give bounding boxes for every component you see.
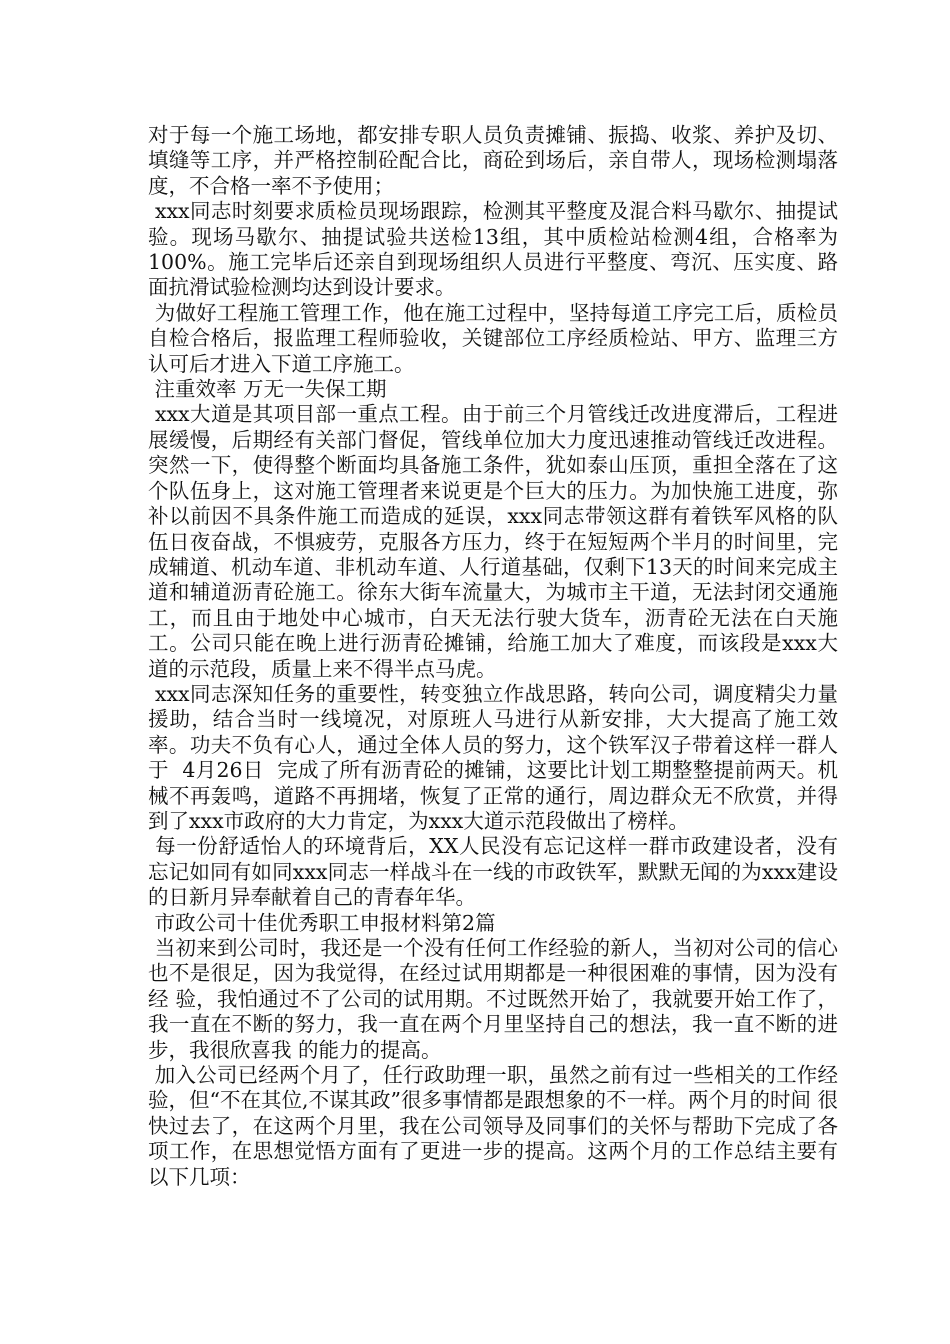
paragraph-avenue-project: xxx大道是其项目部一重点工程。由于前三个月管线迁改进度滞后，工程进展缓慢，后期经有关部门督促，管线单位加大力度迅速推动管线迁改进程。突然一下，使得整个断面均具备施工条件，犹如泰山压顶，重担全落在了这个队伍身上，这对施工管理者来说更是个巨大的压力。为加快施工进度，弥补以前因不具条件施工而造成的延误，xxx同志带领这群有着铁军风格的队伍日夜奋战，不惧疲劳，克服各方压力，终于在短短两个半月的时间里，完成辅道、机动车道、非机动车道、人行道基础，仅剩下13天的时间来完成主道和辅道沥青砼施工。徐东大街车流量大，为城市主干道，无法封闭交通施工，而且由于地处中心城市，白天无法行驶大货车，沥青砼无法在白天施工。公司只能在晚上进行沥青砼摊铺，给施工加大了难度，而该段是xxx大道的示范段，质量上来不得半点马虎。 bbox=[148, 402, 838, 681]
document-body bbox=[148, 123, 838, 1190]
paragraph-two-months: 加入公司已经两个月了，任行政助理一职，虽然之前有过一些相关的工作经验，但“不在其位,不谋其政”很多事情都是跟想象的不一样。两个月的时间 很快过去了，在这两个月里，我在公司领导及同事们的关怀与帮助下完成了各项工作，在思想觉悟方面有了更进一步的提高。这两个月的工作总结主要有以下几项： bbox=[148, 1063, 838, 1189]
paragraph-task-importance: xxx同志深知任务的重要性，转变独立作战思路，转向公司，调度精尖力量援助，结合当时一线境况，对原班人马进行从新安排，大大提高了施工效率。功夫不负有心人，通过全体人员的努力，这个铁军汉子带着这样一群人于 4月26日 完成了所有沥青砼的摊铺，这要比计划工期整整提前两天。机械不再轰鸣，道路不再拥堵，恢复了正常的通行，周边群众无不欣赏，并得到了xxx市政府的大力肯定，为xxx大道示范段做出了榜样。 bbox=[148, 681, 838, 833]
paragraph-quality-testing: xxx同志时刻要求质检员现场跟踪，检测其平整度及混合料马歇尔、抽提试验。现场马歇尔、抽提试验共送检13组，其中质检站检测4组，合格率为100%。施工完毕后还亲自到现场组织人员进行平整度、弯沉、压实度、路面抗滑试验检测均达到设计要求。 bbox=[148, 199, 838, 300]
paragraph-construction-management: 为做好工程施工管理工作，他在施工过程中，坚持每道工序完工后，质检员自检合格后，报监理工程师验收，关键部位工序经质检站、甲方、监理三方认可后才进入下道工序施工。 bbox=[148, 300, 838, 376]
section-heading-efficiency: 注重效率 万无一失保工期 bbox=[148, 377, 387, 402]
paragraph-joining-company: 当初来到公司时，我还是一个没有任何工作经验的新人，当初对公司的信心也不是很足，因为我觉得，在经过试用期都是一种很困难的事情，因为没有经 验，我怕通过不了公司的试用期。不过既然开始了，我就要开始工作了，我一直在不断的努力，我一直在两个月里坚持自己的想法，我一直不断的进步，我很欣喜我 的能力的提高。 bbox=[148, 936, 838, 1062]
paragraph-environment: 每一份舒适怡人的环境背后，XX人民没有忘记这样一群市政建设者，没有忘记如同有如同xxx同志一样战斗在一线的市政铁军，默默无闻的为xxx建设的日新月异奉献着自己的青春年华。 bbox=[148, 834, 838, 910]
paragraph-site-management: 对于每一个施工场地，都安排专职人员负责摊铺、振捣、收浆、养护及切、填缝等工序，并严格控制砼配合比，商砼到场后，亲自带人，现场检测塌落度，不合格一率不予使用； bbox=[148, 123, 838, 198]
section-heading-part-2: 市政公司十佳优秀职工申报材料第2篇 bbox=[148, 910, 496, 935]
